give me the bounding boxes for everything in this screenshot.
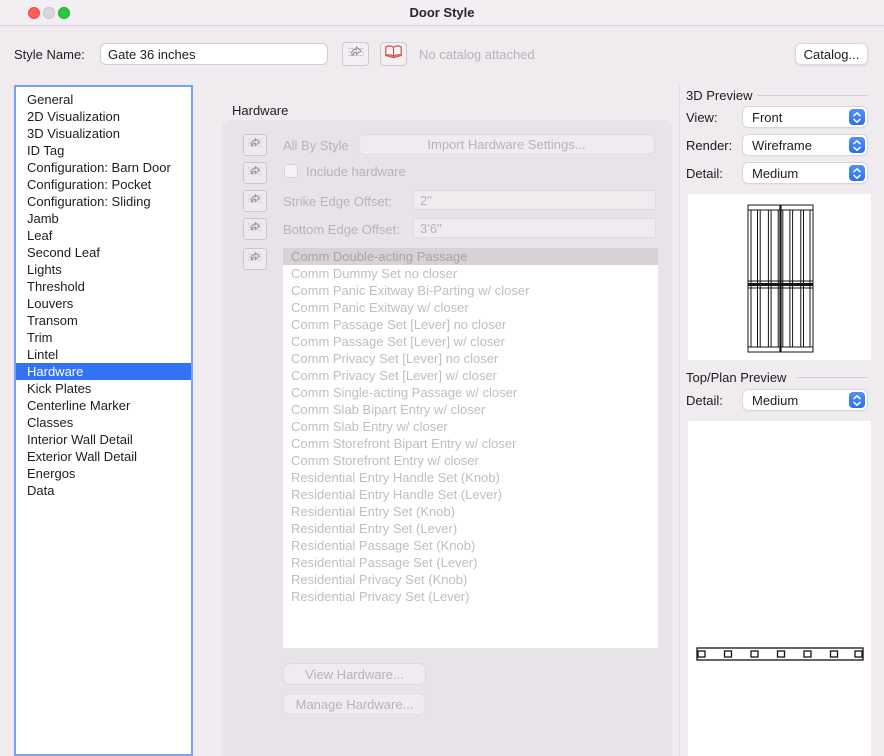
hardware-section-title: Hardware (232, 103, 289, 118)
hardware-list-item[interactable]: Comm Panic Exitway w/ closer (291, 300, 469, 315)
sidebar-item[interactable]: Transom (27, 313, 78, 328)
by-style-arrow-icon (247, 250, 263, 269)
by-style-arrow-icon (247, 192, 263, 211)
include-hardware-checkbox[interactable] (284, 164, 298, 178)
window-title: Door Style (409, 5, 475, 20)
sidebar-item[interactable]: ID Tag (27, 143, 65, 158)
view-select[interactable] (743, 107, 867, 127)
chevron-up-down-icon (849, 137, 865, 153)
titlebar (0, 0, 884, 26)
hardware-list-item[interactable]: Comm Slab Entry w/ closer (291, 419, 448, 434)
hardware-list-item[interactable]: Residential Entry Set (Knob) (291, 504, 456, 519)
detail-plan-select-value: Medium (752, 392, 799, 408)
door-wireframe-drawing (688, 194, 871, 360)
separator (757, 95, 868, 96)
hardware-list-item[interactable]: Comm Panic Exitway Bi-Parting w/ closer (291, 283, 530, 298)
hardware-list-item[interactable]: Residential Entry Handle Set (Knob) (291, 470, 500, 485)
detail-plan-label: Detail: (686, 393, 723, 408)
sidebar-item[interactable]: Louvers (27, 296, 74, 311)
sidebar-item[interactable]: Hardware (16, 363, 191, 380)
by-style-toggle-button[interactable] (243, 190, 267, 212)
strike-edge-offset-label: Strike Edge Offset: (283, 194, 392, 209)
catalog-book-button[interactable] (380, 42, 407, 66)
sidebar-item[interactable]: Centerline Marker (27, 398, 131, 413)
sidebar-item[interactable]: Leaf (27, 228, 53, 243)
plan-preview-canvas (688, 421, 871, 756)
by-style-arrow-icon (247, 136, 263, 155)
hardware-list-item[interactable]: Comm Privacy Set [Lever] no closer (291, 351, 499, 366)
hardware-list-item[interactable]: Comm Dummy Set no closer (291, 266, 458, 281)
manage-hardware-button[interactable]: Manage Hardware... (283, 693, 426, 715)
hardware-list-item[interactable]: Comm Single-acting Passage w/ closer (291, 385, 518, 400)
sidebar-item[interactable]: Interior Wall Detail (27, 432, 133, 447)
hardware-list-item[interactable]: Residential Entry Handle Set (Lever) (291, 487, 502, 502)
sidebar-item[interactable]: Threshold (27, 279, 85, 294)
detail-3d-label: Detail: (686, 166, 723, 181)
sidebar-item[interactable]: 2D Visualization (27, 109, 120, 124)
sidebar-item[interactable]: Kick Plates (27, 381, 92, 396)
3d-preview-canvas (688, 194, 871, 360)
sidebar-item[interactable]: Second Leaf (27, 245, 101, 260)
sidebar-item[interactable]: Trim (27, 330, 53, 345)
detail-3d-select[interactable] (743, 163, 867, 183)
bottom-edge-offset-field[interactable] (413, 218, 656, 238)
render-label: Render: (686, 138, 733, 153)
separator (797, 377, 868, 378)
sidebar-item[interactable]: Configuration: Barn Door (27, 160, 171, 175)
preview-plan-title: Top/Plan Preview (686, 370, 787, 385)
sidebar-item[interactable]: Energos (27, 466, 76, 481)
hardware-list-item[interactable]: Comm Storefront Bipart Entry w/ closer (291, 436, 517, 451)
detail-3d-select-value: Medium (752, 165, 799, 181)
by-style-toggle-button[interactable] (243, 218, 267, 240)
sidebar-item[interactable]: Data (27, 483, 55, 498)
by-style-toggle-button[interactable] (243, 134, 267, 156)
sidebar-item[interactable]: Lintel (27, 347, 59, 362)
view-select-value: Front (752, 109, 783, 125)
hardware-list-item[interactable]: Residential Passage Set (Knob) (291, 538, 476, 553)
sidebar-item[interactable]: Exterior Wall Detail (27, 449, 138, 464)
sidebar-item[interactable]: Classes (27, 415, 74, 430)
sidebar-item[interactable]: General (27, 92, 74, 107)
hardware-list-item[interactable]: Residential Privacy Set (Lever) (291, 589, 470, 604)
sidebar-item[interactable]: 3D Visualization (27, 126, 120, 141)
hardware-list-item[interactable]: Comm Passage Set [Lever] w/ closer (291, 334, 505, 349)
no-catalog-status: No catalog attached (419, 47, 535, 62)
chevron-up-down-icon (849, 392, 865, 408)
by-style-toggle-button[interactable] (243, 248, 267, 270)
hardware-list-item[interactable]: Comm Privacy Set [Lever] w/ closer (291, 368, 497, 383)
hardware-list-item[interactable]: Residential Passage Set (Lever) (291, 555, 478, 570)
book-icon (384, 44, 403, 64)
style-toggle-button[interactable] (342, 42, 369, 66)
panel-divider (679, 85, 680, 756)
bottom-edge-offset-label: Bottom Edge Offset: (283, 222, 400, 237)
hardware-list-item[interactable]: Residential Entry Set (Lever) (291, 521, 458, 536)
hardware-list-item[interactable]: Comm Slab Bipart Entry w/ closer (291, 402, 486, 417)
by-style-toggle-button[interactable] (243, 162, 267, 184)
sidebar-item[interactable]: Jamb (27, 211, 59, 226)
style-name-input[interactable] (100, 43, 328, 65)
preview-3d-title: 3D Preview (686, 88, 753, 103)
by-style-arrow-icon (247, 164, 263, 183)
sidebar-item[interactable]: Configuration: Pocket (27, 177, 152, 192)
include-hardware-label: Include hardware (306, 164, 406, 179)
sidebar-item[interactable]: Configuration: Sliding (27, 194, 151, 209)
style-name-label: Style Name: (14, 47, 85, 62)
detail-plan-select[interactable] (743, 390, 867, 410)
hardware-list-item[interactable]: Comm Storefront Entry w/ closer (291, 453, 479, 468)
chevron-up-down-icon (849, 109, 865, 125)
hardware-list-item[interactable]: Comm Passage Set [Lever] no closer (291, 317, 507, 332)
catalog-button[interactable]: Catalog... (795, 43, 868, 65)
view-label: View: (686, 110, 718, 125)
by-style-arrow-icon (247, 220, 263, 239)
by-style-arrow-icon (347, 44, 365, 65)
render-select-value: Wireframe (752, 137, 812, 153)
sidebar-item[interactable]: Lights (27, 262, 62, 277)
view-hardware-button[interactable]: View Hardware... (283, 663, 426, 685)
strike-edge-offset-field[interactable] (413, 190, 656, 210)
hardware-list (283, 248, 658, 648)
door-plan-drawing (688, 421, 871, 756)
hardware-list-item[interactable]: Residential Privacy Set (Knob) (291, 572, 468, 587)
chevron-up-down-icon (849, 165, 865, 181)
all-by-style-label: All By Style (283, 138, 349, 153)
import-hardware-settings-button[interactable]: Import Hardware Settings... (358, 134, 655, 155)
style-options-list (14, 85, 193, 756)
render-select[interactable] (743, 135, 867, 155)
hardware-list-item[interactable]: Comm Double-acting Passage (283, 248, 658, 265)
